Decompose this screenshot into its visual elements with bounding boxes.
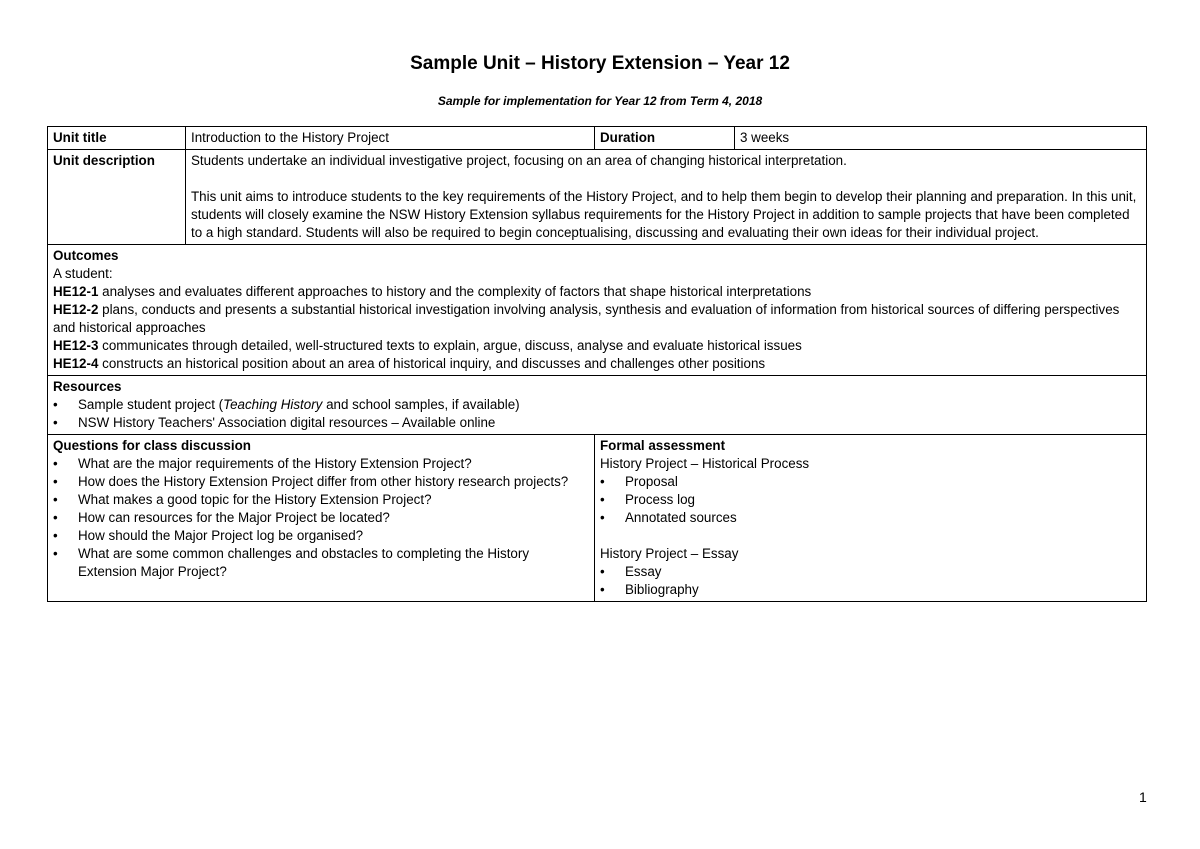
bullet-icon: • xyxy=(53,546,58,561)
list-item: • NSW History Teachers' Association digital resources – Available online xyxy=(53,415,496,430)
bullet-icon: • xyxy=(600,510,605,525)
list-item: • Sample student project (Teaching History and school samples, if available) xyxy=(53,397,520,412)
unit-title-label: Unit title xyxy=(48,127,186,150)
duration-value: 3 weeks xyxy=(735,127,1147,150)
unit-description-cell xyxy=(186,150,1147,245)
bullet-icon: • xyxy=(600,474,605,489)
unit-title-row xyxy=(48,127,1147,150)
outcome-text: constructs an historical position about an area of historical inquiry, and discusses and challenges other positions xyxy=(98,356,766,371)
list-item: • How does the History Extension Project differ from other history research projects? xyxy=(53,474,569,489)
bullet-icon: • xyxy=(53,397,58,412)
bullet-icon: • xyxy=(600,564,605,579)
assessment-heading: Formal assessment xyxy=(600,438,726,453)
questions-list xyxy=(53,455,589,581)
resources-cell xyxy=(48,376,1147,435)
bullet-icon: • xyxy=(53,492,58,507)
list-item: • What makes a good topic for the History Extension Project? xyxy=(53,492,432,507)
unit-title-value: Introduction to the History Project xyxy=(186,127,595,150)
outcome-item xyxy=(53,337,1141,355)
outcome-code: HE12-2 xyxy=(53,302,99,317)
resources-heading: Resources xyxy=(53,379,122,394)
outcome-item xyxy=(53,355,1141,373)
unit-description-label: Unit description xyxy=(48,150,186,245)
unit-description-paragraph-1: Students undertake an individual investigative project, focusing on an area of changing historical interpretation. xyxy=(191,153,847,168)
bullet-icon: • xyxy=(53,510,58,525)
outcome-text: analyses and evaluates different approaches to history and the complexity of factors that shape historical interpretations xyxy=(98,284,812,299)
outcome-code: HE12-4 xyxy=(53,356,99,371)
assessment-group-title: History Project – Essay xyxy=(600,546,739,561)
unit-description-row xyxy=(48,150,1147,245)
bullet-icon: • xyxy=(53,528,58,543)
unit-description-paragraph-2: This unit aims to introduce students to the key requirements of the History Project, and to help them begin to develop their planning and preparation. In this unit, students will closely examine the NSW History Extension syllabus requirements for the History Project in addition to sample projects that have been completed to a high standard. Students will also be required to begin conceptualising, discussing and evaluating their own ideas for their individual project. xyxy=(191,189,1137,240)
discussion-assessment-row xyxy=(48,435,1147,602)
document-subtitle: Sample for implementation for Year 12 from Term 4, 2018 xyxy=(437,94,763,108)
list-item: • How can resources for the Major Project be located? xyxy=(53,510,390,525)
unit-table xyxy=(47,126,1147,602)
list-item: • What are some common challenges and obstacles to completing the History Extension Major Project? xyxy=(53,546,530,579)
list-item: • How should the Major Project log be organised? xyxy=(53,528,364,543)
list-item: • Essay xyxy=(600,564,662,579)
assessment-list xyxy=(600,473,1141,527)
bullet-icon: • xyxy=(53,474,58,489)
outcomes-intro: A student: xyxy=(53,266,113,281)
document-title: Sample Unit – History Extension – Year 12 xyxy=(410,53,790,74)
bullet-icon: • xyxy=(600,582,605,597)
assessment-group-title: History Project – Historical Process xyxy=(600,456,810,471)
list-item: • Annotated sources xyxy=(600,510,737,525)
outcome-text: communicates through detailed, well-structured texts to explain, argue, discuss, analyse and evaluate historical issues xyxy=(98,338,802,353)
list-item: • What are the major requirements of the History Extension Project? xyxy=(53,456,472,471)
list-item: • Proposal xyxy=(600,474,678,489)
outcomes-cell xyxy=(48,245,1147,376)
outcomes-row xyxy=(48,245,1147,376)
bullet-icon: • xyxy=(53,456,58,471)
resources-list xyxy=(53,396,1141,432)
assessment-list xyxy=(600,563,1141,599)
list-item: • Bibliography xyxy=(600,582,699,597)
list-item: • Process log xyxy=(600,492,695,507)
duration-label: Duration xyxy=(595,127,735,150)
assessment-cell xyxy=(595,435,1147,602)
outcomes-heading: Outcomes xyxy=(53,248,119,263)
resource-italic-title: Teaching History xyxy=(223,397,323,412)
page-number: 1 xyxy=(1139,789,1147,805)
outcome-code: HE12-1 xyxy=(53,284,99,299)
bullet-icon: • xyxy=(600,492,605,507)
outcome-item xyxy=(53,283,1141,301)
resources-row xyxy=(48,376,1147,435)
outcome-code: HE12-3 xyxy=(53,338,99,353)
questions-cell xyxy=(48,435,595,602)
questions-heading: Questions for class discussion xyxy=(53,438,251,453)
bullet-icon: • xyxy=(53,415,58,430)
outcome-item xyxy=(53,301,1141,337)
outcome-text: plans, conducts and presents a substantial historical investigation involving analysis, synthesis and evaluation of information from historical sources of differing perspectives and historical approaches xyxy=(53,302,1120,335)
